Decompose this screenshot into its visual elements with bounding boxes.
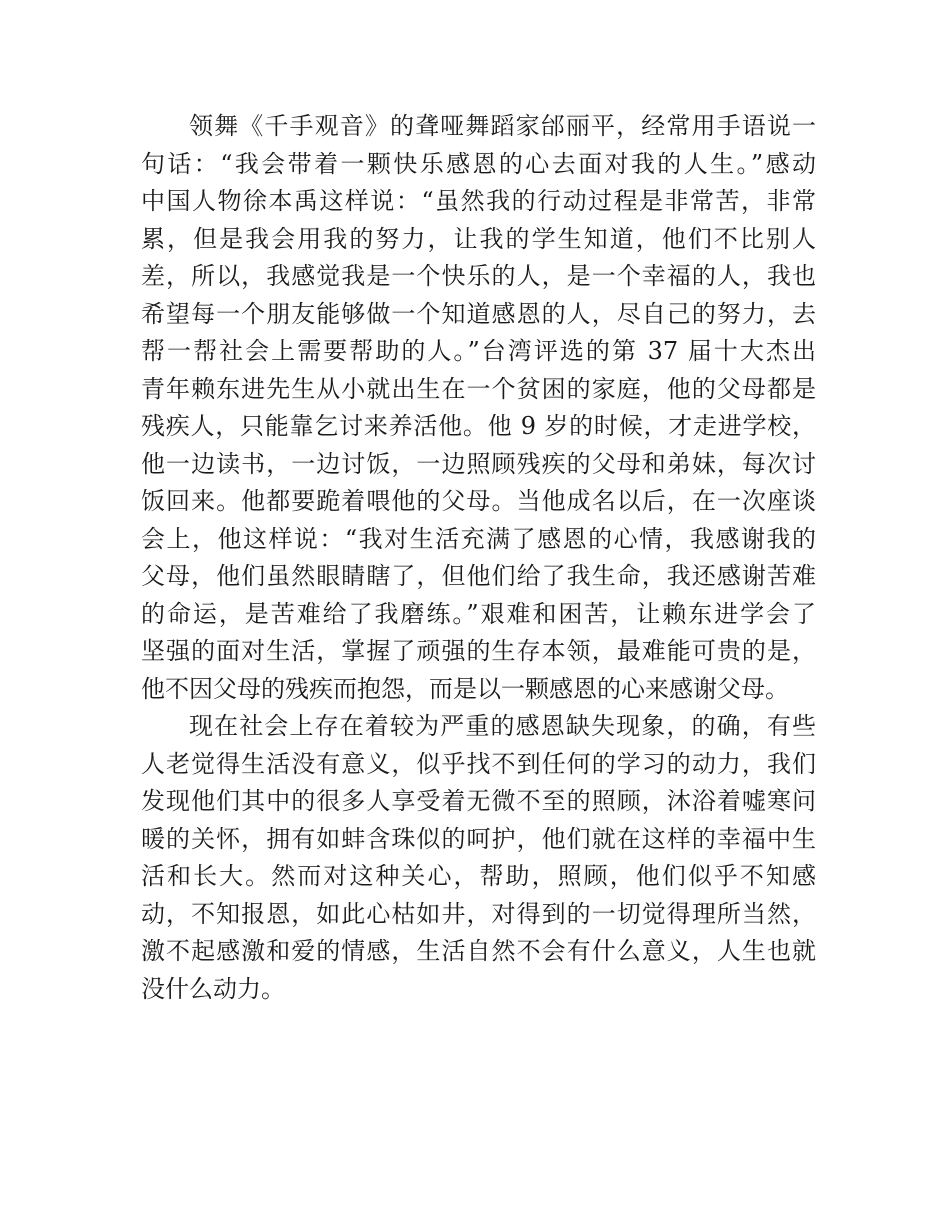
paragraph-1: [141, 108, 816, 708]
text-line: 发现他们其中的很多人享受着无微不至的照顾，沐浴着嘘寒问: [141, 787, 816, 815]
text-line: 差，所以，我感觉我是一个快乐的人，是一个幸福的人，我也: [141, 262, 816, 290]
text-line: 残疾人，只能靠乞讨来养活他。他 9 岁的时候，才走进学校，: [141, 412, 816, 440]
paragraph-2: [141, 708, 816, 1008]
text-line: 人老觉得生活没有意义，似乎找不到任何的学习的动力，我们: [141, 749, 816, 778]
document-body: [141, 108, 816, 1008]
text-line: 累，但是我会用我的努力，让我的学生知道，他们不比别人: [141, 224, 816, 253]
text-line: 他一边读书，一边讨饭，一边照顾残疾的父母和弟妹，每次讨: [141, 449, 816, 478]
text-line: 句话：“我会带着一颗快乐感恩的心去面对我的人生。”感动: [141, 149, 816, 178]
text-line: 活和长大。然而对这种关心，帮助，照顾，他们似乎不知感: [141, 862, 816, 890]
text-line: 希望每一个朋友能够做一个知道感恩的人，尽自己的努力，去: [141, 299, 816, 328]
text-line: 没什么动力。: [141, 974, 285, 1003]
text-line: 坚强的面对生活，掌握了顽强的生存本领，最难能可贵的是，: [141, 637, 816, 665]
text-line: 中国人物徐本禹这样说：“虽然我的行动过程是非常苦，非常: [141, 187, 816, 215]
text-line: 父母，他们虽然眼睛瞎了，但他们给了我生命，我还感谢苦难: [141, 562, 816, 590]
text-line: 帮一帮社会上需要帮助的人。”台湾评选的第 37 届十大杰出: [141, 337, 816, 365]
text-line: 青年赖东进先生从小就出生在一个贫困的家庭，他的父母都是: [141, 374, 816, 403]
text-line: 的命运，是苦难给了我磨练。”艰难和困苦，让赖东进学会了: [141, 599, 816, 628]
text-line: 现在社会上存在着较为严重的感恩缺失现象，的确，有些: [189, 712, 816, 740]
text-line: 饭回来。他都要跪着喂他的父母。当他成名以后，在一次座谈: [141, 487, 816, 515]
text-line: 会上，他这样说：“我对生活充满了感恩的心情，我感谢我的: [141, 524, 816, 553]
text-line: 领舞《千手观音》的聋哑舞蹈家邰丽平，经常用手语说一: [189, 112, 816, 140]
text-line: 激不起感激和爱的情感，生活自然不会有什么意义，人生也就: [141, 937, 816, 965]
text-line: 他不因父母的残疾而抱怨，而是以一颗感恩的心来感谢父母。: [141, 674, 789, 703]
text-line: 动，不知报恩，如此心枯如井，对得到的一切觉得理所当然，: [141, 899, 816, 928]
text-line: 暖的关怀，拥有如蚌含珠似的呵护，他们就在这样的幸福中生: [141, 824, 816, 853]
